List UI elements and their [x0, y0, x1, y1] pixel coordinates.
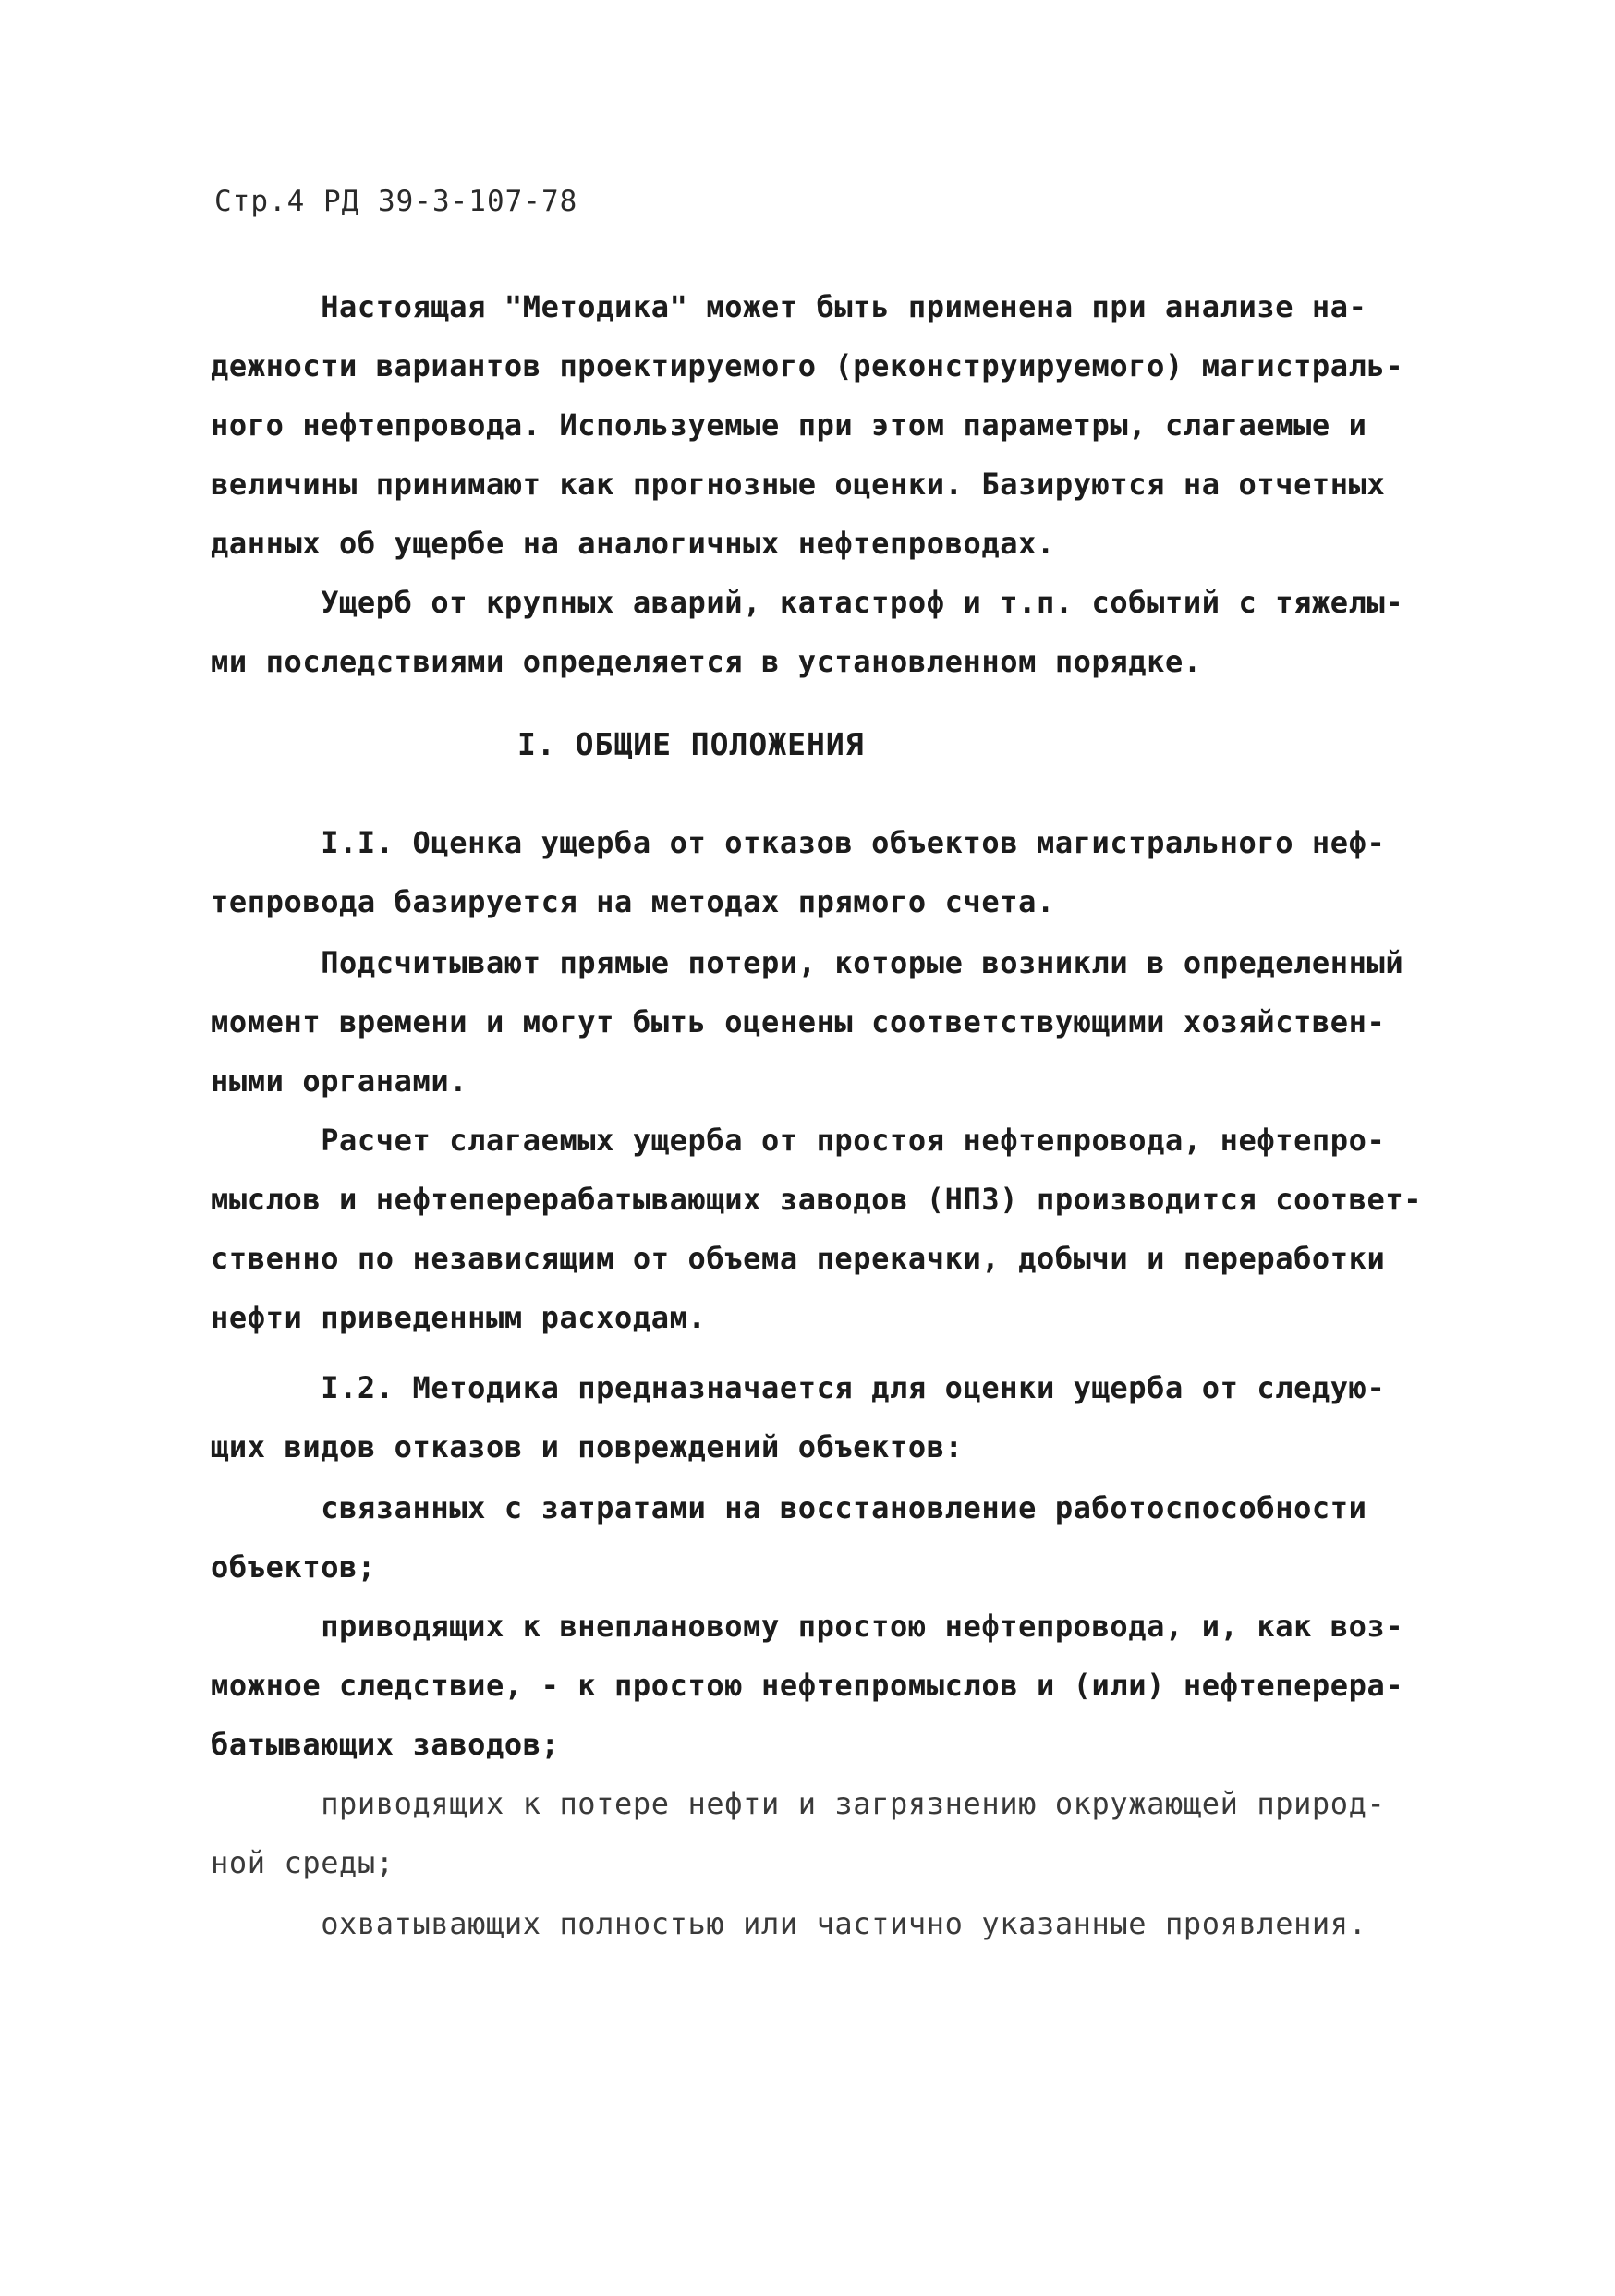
- text-line: приводящих к потере нефти и загрязнению окружающей природ-: [211, 1786, 1386, 1821]
- text-line: I.I. Оценка ущерба от отказов объектов магистрального неф-: [211, 825, 1386, 860]
- text-line: щих видов отказов и повреждений объектов:: [211, 1429, 964, 1464]
- list-item-downtime: [211, 1597, 1430, 1774]
- text-line: Расчет слагаемых ущерба от простоя нефтепровода, нефтепро-: [211, 1123, 1386, 1158]
- text-line: Ущерб от крупных аварий, катастроф и т.п. событий с тяжелы-: [211, 585, 1404, 620]
- list-item-oil-loss: [211, 1774, 1430, 1892]
- text-line: ственно по независящим от объема перекачки, добычи и переработки: [211, 1241, 1386, 1276]
- text-line: дежности вариантов проектируемого (реконструируемого) магистраль-: [211, 348, 1404, 383]
- intro-paragraph-2: [211, 573, 1430, 691]
- item-1-1-paragraph-3: [211, 1111, 1430, 1347]
- text-line: данных об ущербе на аналогичных нефтепроводах.: [211, 526, 1055, 561]
- text-line: ми последствиями определяется в установленном порядке.: [211, 644, 1202, 679]
- text-line: батывающих заводов;: [211, 1727, 560, 1762]
- intro-paragraph-1: [211, 277, 1430, 573]
- text-line: величины принимают как прогнозные оценки. Базируются на отчетных: [211, 467, 1386, 502]
- text-line: охватывающих полностью или частично указанные проявления.: [211, 1906, 1367, 1941]
- text-line: объектов;: [211, 1549, 376, 1585]
- page-header: Стр.4 РД 39-3-107-78: [214, 185, 578, 218]
- list-item-combined: [211, 1894, 1430, 1953]
- item-1-1-paragraph-2: [211, 933, 1430, 1111]
- text-line: ными органами.: [211, 1063, 468, 1099]
- text-line: нефти приведенным расходам.: [211, 1300, 707, 1335]
- text-line: ной среды;: [211, 1845, 395, 1880]
- text-line: Подсчитывают прямые потери, которые возникли в определенный: [211, 945, 1404, 980]
- text-line: можное следствие, - к простою нефтепромыслов и (или) нефтеперера-: [211, 1668, 1404, 1703]
- item-1-1: [211, 813, 1430, 931]
- text-line: связанных с затратами на восстановление работоспособности: [211, 1490, 1367, 1525]
- list-item-restoration: [211, 1478, 1430, 1597]
- text-line: тепровода базируется на методах прямого счета.: [211, 884, 1055, 919]
- text-line: Настоящая "Методика" может быть применена при анализе на-: [211, 289, 1367, 324]
- item-1-2: [211, 1358, 1430, 1476]
- text-line: ного нефтепровода. Используемые при этом параметры, слагаемые и: [211, 407, 1367, 443]
- text-line: приводящих к внеплановому простою нефтепровода, и, как воз-: [211, 1609, 1404, 1644]
- section-heading: I. ОБЩИЕ ПОЛОЖЕНИЯ: [517, 726, 865, 762]
- text-line: мыслов и нефтеперерабатывающих заводов (НПЗ) производится соответ-: [211, 1182, 1423, 1217]
- text-line: момент времени и могут быть оценены соответствующими хозяйствен-: [211, 1004, 1386, 1039]
- text-line: I.2. Методика предназначается для оценки ущерба от следую-: [211, 1370, 1386, 1405]
